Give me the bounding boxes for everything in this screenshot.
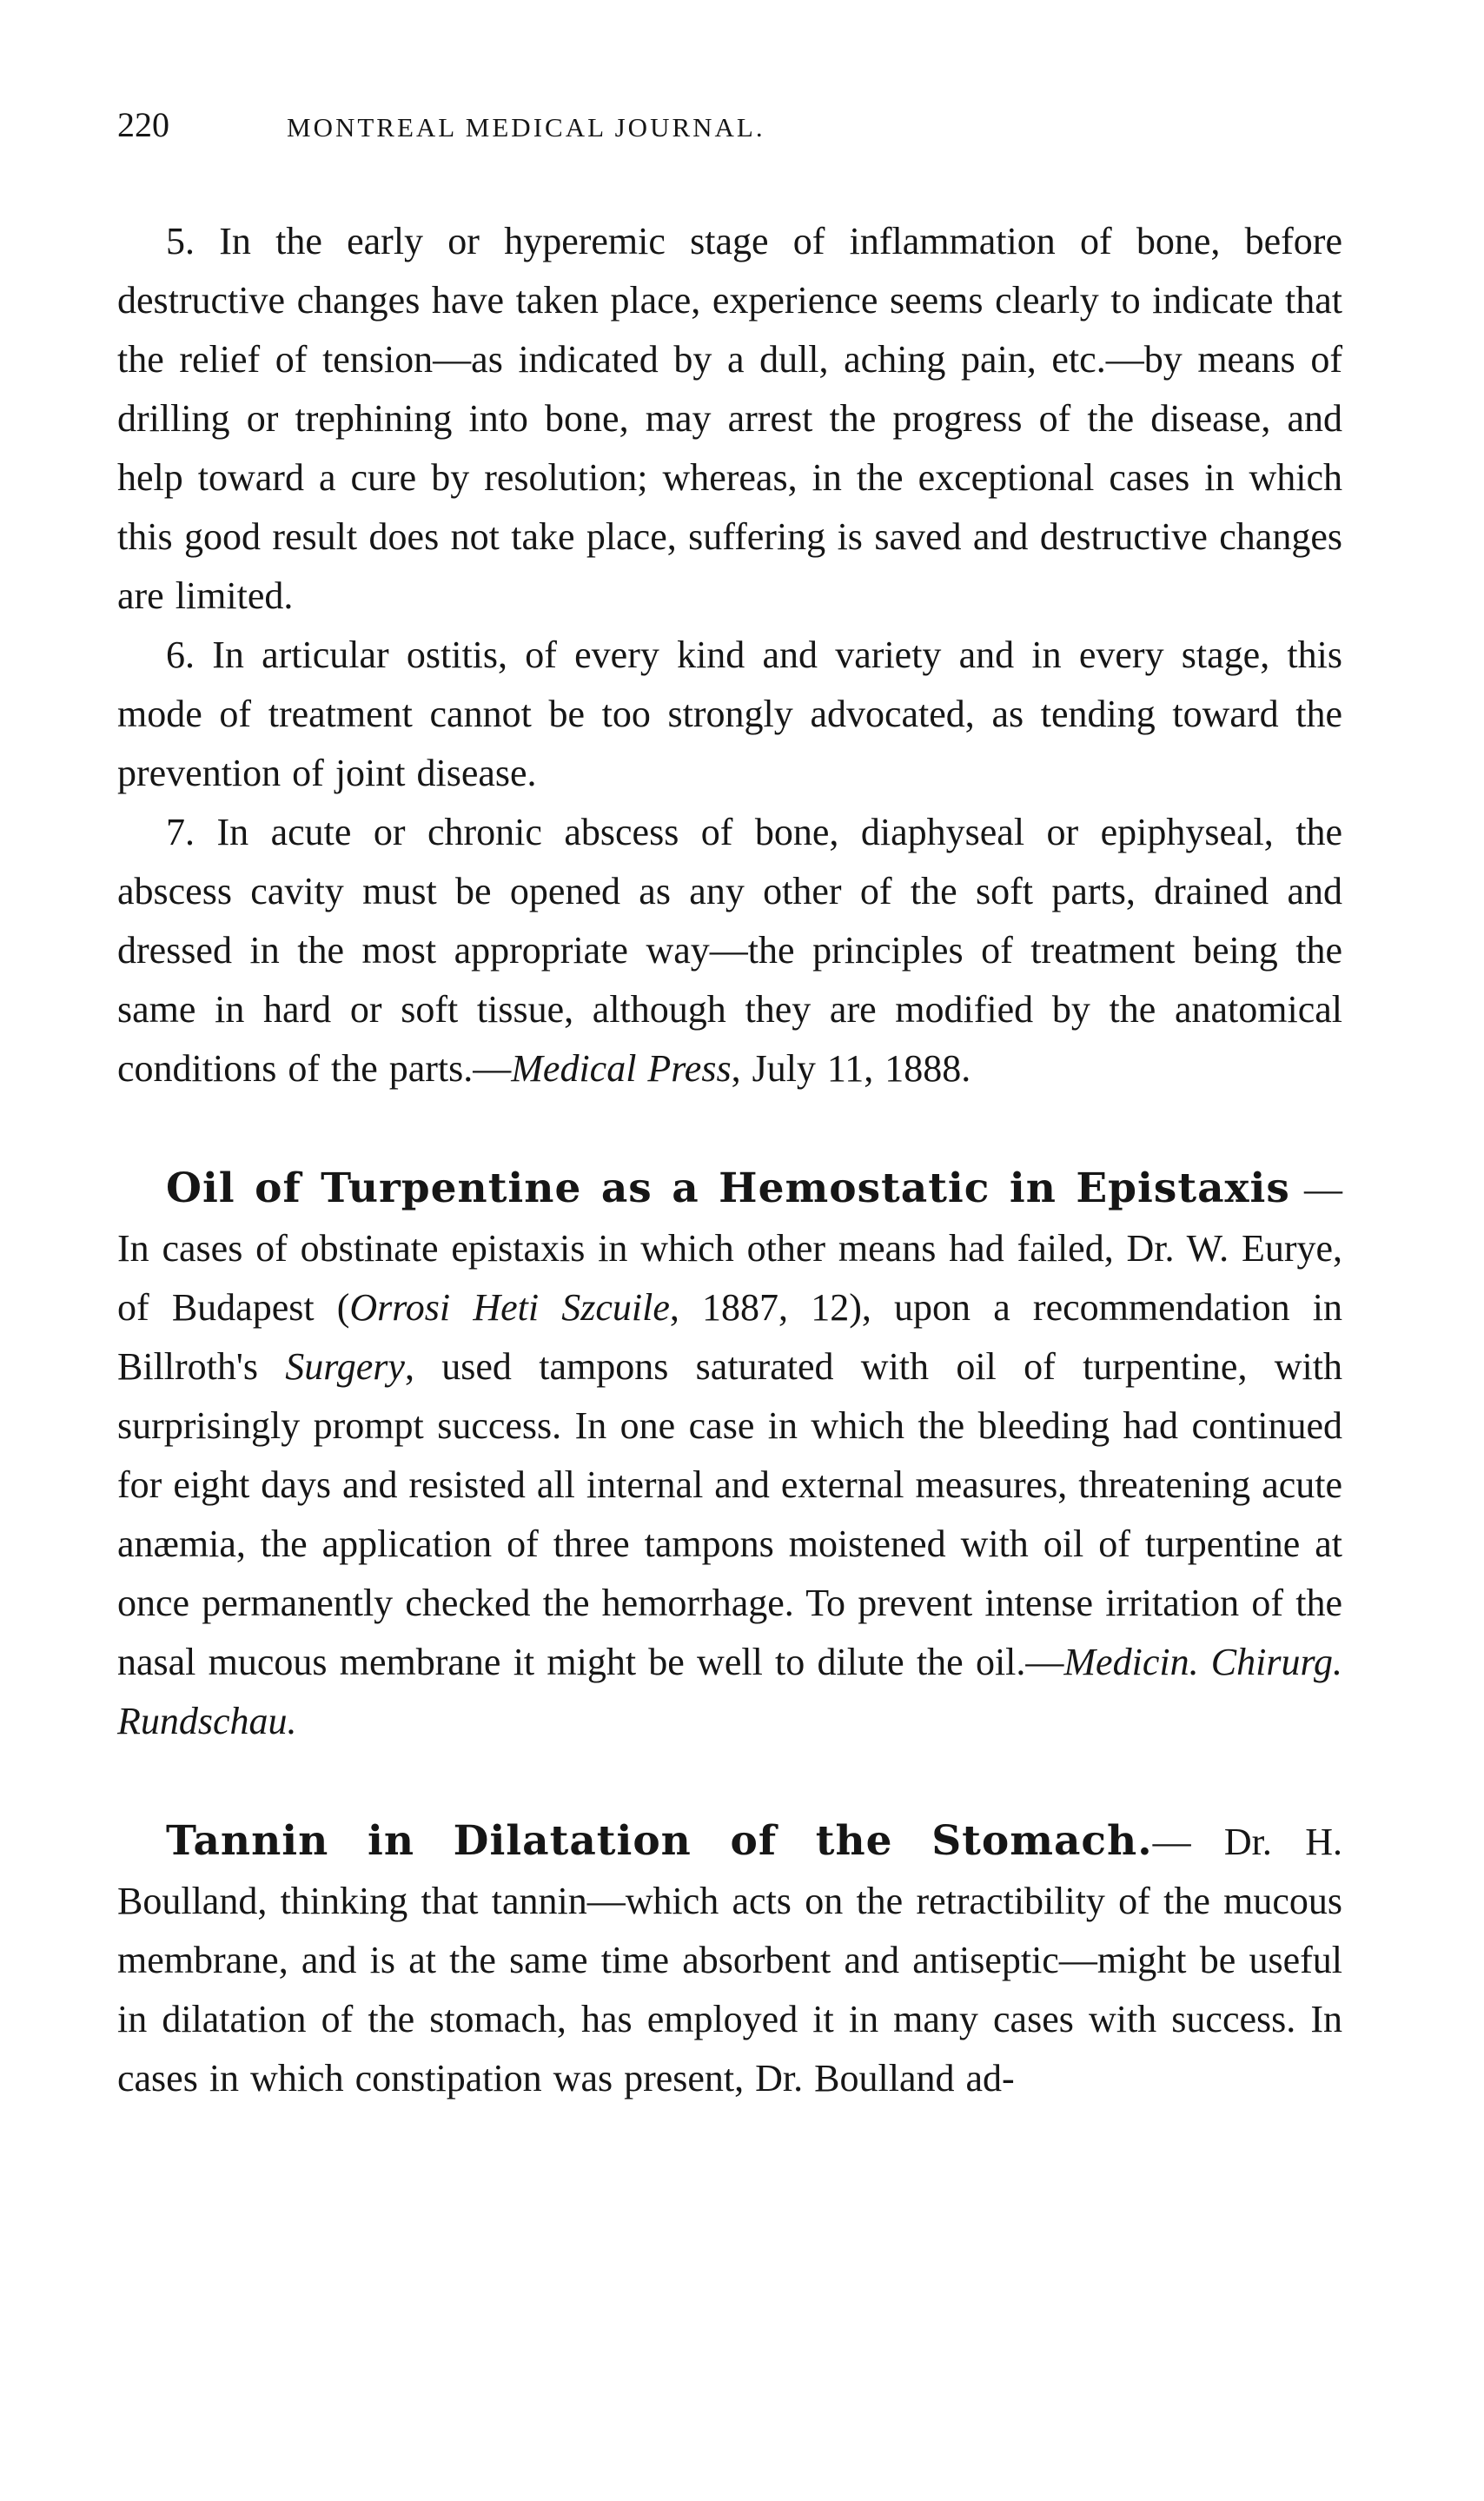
paragraph-5: 5. In the early or hyperemic stage of inflammation of bone, before destructive changes have taken place, experience seems clearly to indicate that the relief of tension—as indicated by a dull, aching pain, etc.—by means of drilling or trephining into bone, may arrest the progress of the disease, and help toward a cure by resolution; whereas, in the exceptional cases in which this good result does not take place, suffering is saved and destructive changes are limited.: [117, 220, 1342, 617]
running-head: [117, 104, 1342, 165]
citation-surgery: Surgery: [285, 1345, 405, 1388]
document-page: [117, 104, 1342, 2108]
paragraph-7-text: 7. In acute or chronic abscess of bone, diaphyseal or epiphyseal, the abscess cavity must be opened as any other of the soft parts, drained and dressed in the most appropriate way—the principles of treatment being the same in hard or soft tissue, although they are modified by the anatomical conditions of the parts.—: [117, 811, 1342, 1090]
page-number: 220: [117, 105, 169, 144]
article-tannin: [117, 1812, 1342, 2108]
paragraph-7: [117, 803, 1342, 1098]
citation-journal: Orrosi Heti Szcuile: [349, 1286, 670, 1329]
journal-title: MONTREAL MEDICAL JOURNAL.: [287, 112, 765, 143]
citation-medical-press: Medical Press: [511, 1047, 732, 1090]
citation-rundschau: Medicin. Chirurg. Rundschau.: [117, 1641, 1342, 1742]
article-turpentine: [117, 1159, 1342, 1751]
article-body-part: , used tampons saturated with oil of turpentine, with surprisingly prompt success. In one case in which the bleeding had continued for eight days and resisted all internal and external measures, threatening acute anæmia, the application of three tampons moistened with oil of turpentine at once permanently checked the hemorrhage. To prevent intense irritation of the nasal mucous membrane it might be well to dilute the oil.—: [117, 1345, 1342, 1683]
article-headline-turpentine: Oil of Turpentine as a Hemostatic in Epistaxis: [166, 1164, 1290, 1212]
paragraph-7-date: , July 11, 1888.: [731, 1047, 971, 1090]
article-body-part: , 1887, 12), upon a recommendation in Billroth's: [117, 1286, 1342, 1388]
paragraph-6: 6. In articular ostitis, of every kind and variety and in every stage, this mode of treatment cannot be too strongly advocated, as tending toward the prevention of joint disease.: [117, 634, 1342, 794]
article-body-part: —In cases of obstinate epistaxis in which other means had failed, Dr. W. Eurye, of Budapest (: [117, 1168, 1342, 1329]
article-headline-tannin: Tannin in Dilatation of the Stomach.: [166, 1817, 1153, 1865]
article-body: — Dr. H. Boulland, thinking that tannin—which acts on the retractibility of the mucous membrane, and is at the same time absorbent and antiseptic—might be useful in dilatation of the stomach, has employed it in many cases with success. In cases in which constipation was present, Dr. Boulland ad-: [117, 1821, 1343, 2100]
